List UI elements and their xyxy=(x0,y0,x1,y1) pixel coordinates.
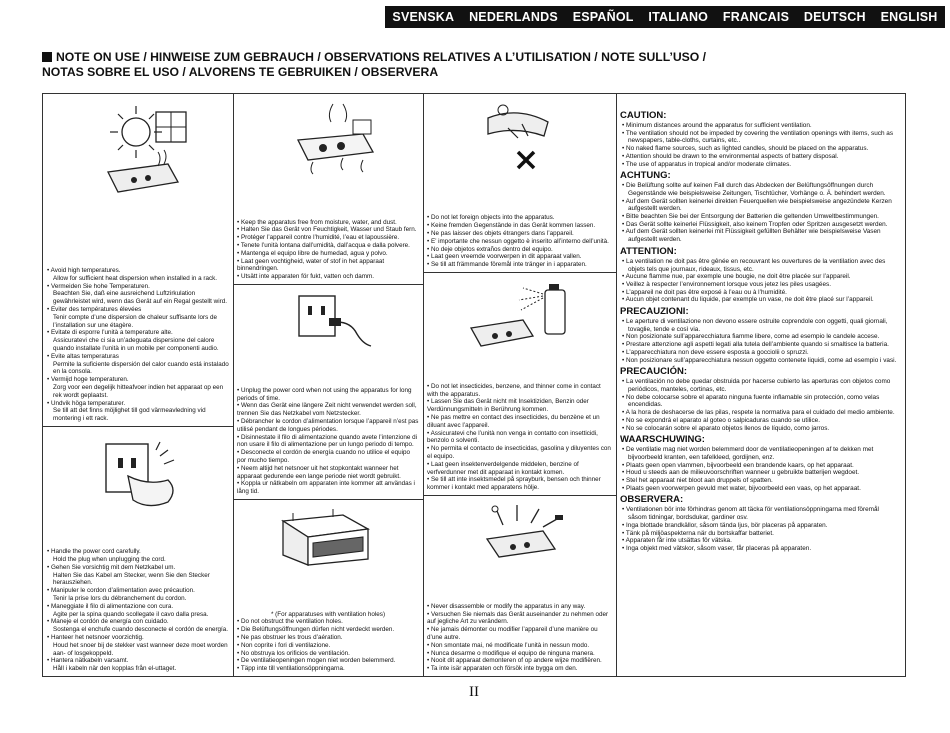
caution-fr xyxy=(620,246,899,304)
note-item: • Die Belüftungsöffnungen dürfen nicht verdeckt werden. xyxy=(237,626,419,634)
lang-deutsch: DEUTSCH xyxy=(803,10,866,24)
note-item: • Le aperture di ventilazione non devono essere ostruite coprendole con oggetti, quali giornali, tovaglie, tende e così via. xyxy=(620,318,899,333)
disassemble-text xyxy=(427,603,612,673)
section-heading xyxy=(42,50,922,80)
note-item: • Mantenga el equipo libre de humedad, agua y polvo. xyxy=(237,250,419,258)
note-item: • Koppla ur nätkabeln om apparaten inte kommer att användas i lång tid. xyxy=(237,480,419,496)
cell-foreign xyxy=(423,94,616,273)
note-item: • Protéger l’appareil contre l’humidité, l’eau et lapoussière. xyxy=(237,234,419,242)
moisture-drops-icon xyxy=(283,100,383,185)
note-item: • Keine fremden Gegenstände in das Gerät kommen lassen. xyxy=(427,222,612,230)
note-item: • L’apparecchiatura non deve essere esposta a gocciolii o spruzzi. xyxy=(620,349,899,357)
note-item: • Halten Sie das Gerät von Feuchtigkeit, Wasser und Staub fern. xyxy=(237,226,419,234)
section-title: OBSERVERA: xyxy=(620,494,684,506)
note-item: • Utsätt inte apparaten för fukt, vatten och damm. xyxy=(237,273,419,281)
section-title: CAUTION: xyxy=(620,110,667,121)
note-item: • Plaats geen voorwerpen gevuld met water, bijvoorbeeld een vaas, op het apparaat. xyxy=(620,485,899,493)
note-item: • Inga blottade brandkällor, såsom tända ljus, bör placeras på apparaten. xyxy=(620,522,899,530)
wall-outlet-icon xyxy=(293,292,373,352)
heading-line-2: NOTAS SOBRE EL USO / ALVORENS TE GEBRUIKEN / OBSERVERA xyxy=(42,65,439,79)
note-item: • A la hora de deshacerse de las pilas, respete la normativa para el cuidado del medio ambiente. xyxy=(620,409,899,417)
note-item: • Versuchen Sie niemals das Gerät auseinander zu nehmen oder auf jegliche Art zu verändern. xyxy=(427,611,612,627)
note-item: • Houd u steeds aan de milieuvoorschriften wanneer u gebruikte batterijen wegdoet. xyxy=(620,469,899,477)
heat-sun-icon xyxy=(98,102,198,212)
lang-svenska: SVENSKA xyxy=(392,10,455,24)
note-item: Sostenga el enchufe cuando desconecte el cordón de energía. xyxy=(53,626,229,634)
caution-it xyxy=(620,306,899,364)
note-item: • Aucune flamme nue, par exemple une bougie, ne doit être placée sur l’appareil. xyxy=(620,273,899,281)
note-item: • Die Belüftung sollte auf keinen Fall durch das Abdecken der Belüftungsöffnungen durch Gegenstände wie beispielsweise Zeitungen, Tischtücher, Vorhänge o. Ä. behindert werden. xyxy=(620,182,899,197)
note-item: • Auf dem Gerät sollten keinerlei mit Flüssigkeit gefüllten Behälter wie beispielsweise Vasen aufgestellt werden. xyxy=(620,228,899,243)
note-item: • Apparaten får inte utsättas för vätska. xyxy=(620,537,899,545)
cell-insecticide xyxy=(423,272,616,496)
note-item: • Unplug the power cord when not using the apparatus for long periods of time. xyxy=(237,387,419,403)
insecticide-text xyxy=(427,383,612,492)
note-item: Halten Sie das Kabel am Stecker, wenn Sie den Stecker herausziehen. xyxy=(53,571,210,587)
column-2 xyxy=(233,94,424,676)
note-item: Assicuratevi che ci sia un’adeguata dispersione del calore quando installate l’unità in un mobile per componenti audio. xyxy=(53,337,219,353)
note-item: • Tenete l’unità lontana dall’umidità, dall’acqua e dalla polvere. xyxy=(237,242,419,250)
note-item: • Never disassemble or modify the apparatus in any way. xyxy=(427,603,612,611)
note-item: • Lassen Sie das Gerät nicht mit Insektiziden, Benzin oder Verdünnungsmitteln in Berührung kommen. xyxy=(427,398,612,414)
heat-text xyxy=(47,267,229,423)
note-item: • Bitte beachten Sie bei der Entsorgung der Batterien die geltenden Umweltbestimmungen. xyxy=(620,213,899,221)
note-item: • Wenn das Gerät eine längere Zeit nicht verwendet werden soll, trennen Sie das Netzkabel vom Netzstecker. xyxy=(237,402,419,418)
page-number: II xyxy=(469,684,479,700)
moisture-text xyxy=(237,219,419,281)
foreign-text xyxy=(427,214,612,269)
notes-table xyxy=(42,93,906,677)
note-item: • Gehen Sie vorsichtig mit dem Netzkabel um. xyxy=(47,564,229,572)
note-item: • De ventilatie mag niet worden belemmerd door de ventilatieopeningen af te dekken met bijvoorbeeld kranten, een tafelkleed, gordijnen, enz. xyxy=(620,446,899,461)
note-item: • Vermijd hoge temperaturen. xyxy=(47,376,229,384)
hand-plug-icon xyxy=(98,436,188,521)
note-item: Hold the plug when unplugging the cord. xyxy=(53,556,166,564)
section-title: ATTENTION: xyxy=(620,245,677,257)
caution-sv xyxy=(620,494,899,552)
cell-moisture xyxy=(233,94,423,285)
note-item: • Eviter des températures élevées xyxy=(47,306,229,314)
cell-heat xyxy=(43,94,233,427)
note-item: • Non coprite i fori di ventilazione. xyxy=(237,642,419,650)
note-item: • Desconecte el cordón de energía cuando no utilice el equipo por mucho tiempo. xyxy=(237,449,419,465)
note-item: • The ventilation should not be impeded by covering the ventilation openings with items, such as newspapers, table-cloths, curtains, etc.. xyxy=(620,130,899,145)
foreign-objects-icon xyxy=(468,100,578,180)
note-item: • No obstruya los orificios de ventilación. xyxy=(237,650,419,658)
note-item: • Assicuratevi che l’unità non venga in contatto con insetticidi, benzolo o solventi. xyxy=(427,430,612,446)
note-item: • Ventilationen bör inte förhindras genom att täcka för ventilationsöppningarna med föremål såsom tidningar, bordsdukar, gardiner osv. xyxy=(620,506,899,521)
note-item: • Aucun objet contenant du liquide, par exemple un vase, ne doit être placé sur l’appareil. xyxy=(620,296,899,304)
note-item: • No se expondrá el aparato al goteo o salpicaduras cuando se utilice. xyxy=(620,417,899,425)
note-item: • Attention should be drawn to the environmental aspects of battery disposal. xyxy=(620,153,899,161)
note-item: Tenir la prise lors du débranchement du cordon. xyxy=(53,595,187,603)
column-1 xyxy=(43,94,234,676)
caution-nl xyxy=(620,434,899,492)
note-item: • Auf dem Gerät sollten keinerlei direkten Feuerquellen wie beispielsweise angezündete Kerzen aufgestellt werden. xyxy=(620,198,899,213)
cell-unplug xyxy=(233,284,423,500)
note-item: • No deje objetos extraños dentro del equipo. xyxy=(427,246,612,254)
note-item: • La ventilation ne doit pas être gênée en recouvrant les ouvertures de la ventilation avec des objets tels que journaux, rideaux, tissus, etc. xyxy=(620,258,899,273)
note-item: • Minimum distances around the apparatus for sufficient ventilation. xyxy=(620,122,899,130)
note-item: • Ne pas laisser des objets étrangers dans l’appareil. xyxy=(427,230,612,238)
note-item: • Ne pas obstruer les trous d’aération. xyxy=(237,634,419,642)
note-item: • Non posizionare sull’apparecchiatura nessun oggetto contenete liquidi, come ad esempio i vasi. xyxy=(620,357,899,365)
note-item: • Do not let foreign objects into the apparatus. xyxy=(427,214,612,222)
lang-espanol: ESPAÑOL xyxy=(572,10,634,24)
note-item: Beachten Sie, daß eine ausreichend Luftzirkulation gewährleistet wird, wenn das Gerät auf ein Regal gestellt wird. xyxy=(53,290,227,306)
unplug-text xyxy=(237,387,419,496)
ventilation-cabinet-icon xyxy=(273,507,383,572)
column-3 xyxy=(423,94,617,676)
note-item: • Plaats geen open vlammen, bijvoorbeeld een brandende kaars, op het apparaat. xyxy=(620,462,899,470)
caution-en xyxy=(620,110,899,168)
cell-cord-handle xyxy=(43,426,233,676)
note-item: Allow for sufficient heat dispersion when installed in a rack. xyxy=(53,274,218,282)
note-item: Agite per la spina quando scollegate il cavo dalla presa. xyxy=(53,610,209,618)
note-item: • Hantera nätkabeln varsamt. xyxy=(47,657,229,665)
note-item: • Non posizionate sull’apparecchiatura fiamme libere, come ad esempio le candele accese. xyxy=(620,333,899,341)
note-item: • Maneje el cordón de energía con cuidado. xyxy=(47,618,229,626)
note-item: • L’appareil ne doit pas être exposé à l’eau ou à l’humidité. xyxy=(620,289,899,297)
note-item: Permite la suficiente dispersión del calor cuando está instalado en la consola. xyxy=(53,360,229,376)
note-item: • Stel het apparaat niet bloot aan druppels of spatten. xyxy=(620,477,899,485)
note-item: • Handle the power cord carefully. xyxy=(47,548,229,556)
note-item: • No debe colocarse sobre el aparato ninguna fuente inflamable sin protección, como velas encendidas. xyxy=(620,394,899,409)
note-item: • Prestare attenzione agli aspetti legati alla tutela dell’ambiente quando si smaltisce la batteria. xyxy=(620,341,899,349)
cell-vents xyxy=(233,499,423,676)
caution-es xyxy=(620,366,899,432)
note-item: • Se till att främmande föremål inte tränger in i apparaten. xyxy=(427,261,612,269)
section-title: WAARSCHUWING: xyxy=(620,434,705,446)
square-bullet-icon xyxy=(42,52,52,62)
note-item: * (For apparatuses with ventilation holes) xyxy=(270,610,386,618)
note-item: • Se till att inte insektsmedel på sprayburk, bensen och thinner kommer i kontakt med apparatens hölje. xyxy=(427,476,612,492)
note-item: • Manipuler le cordon d’alimentation avec précaution. xyxy=(47,587,229,595)
note-item: • No permita el contacto de insecticidas, gasolina y diluyentes con el equipo. xyxy=(427,445,612,461)
note-item: • Veillez à respecter l’environnement lorsque vous jetez les piles usagées. xyxy=(620,281,899,289)
note-item: Zorg voor een degelijk hitteafvoer indien het apparaat op een rek wordt geplaatst. xyxy=(53,384,224,399)
note-item: • Laat geen vochtigheid, water of stof in het apparaat binnendringen. xyxy=(237,258,419,274)
caution-column xyxy=(616,94,905,676)
note-item: • Ne jamais démonter ou modifier l’appareil d’une manière ou d’une autre. xyxy=(427,626,612,642)
note-item: • De ventilatieopeningen mogen niet worden belemmerd. xyxy=(237,657,419,665)
note-item: • Hanteer het netsnoer voorzichtig. xyxy=(47,634,229,642)
note-item: Tenir compte d’une dispersion de chaleur suffisante lors de l’installation sur une étagère. xyxy=(53,313,218,329)
note-item: • Non smontate mai, né modificate l’unità in nessun modo. xyxy=(427,642,612,650)
note-item: • Inga objekt med vätskor, såsom vaser, får placeras på apparaten. xyxy=(620,545,899,553)
note-item: • Tänk på miljöaspekterna när du bortskaffar batteriet. xyxy=(620,530,899,538)
note-item: • E’ importante che nessun oggetto è inserito all’interno dell’unità. xyxy=(427,238,612,246)
note-item: • La ventilación no debe quedar obstruida por hacerse cubierto las aperturas con objetos como periódicos, manteles, cortinas, etc. xyxy=(620,378,899,393)
note-item: • Täpp inte till ventilationsöppningarna. xyxy=(237,665,419,673)
note-item: • Nunca desarme o modifique el equipo de ninguna manera. xyxy=(427,650,612,658)
note-item: Se till att det finns möjlighet till god värmeavledning vid montering i ett rack. xyxy=(53,407,206,423)
note-item: • Laat geen insektenverdelgende middelen, benzine of verfverdunner met dit apparaat in kontakt komen. xyxy=(427,461,612,477)
note-item: Houd het snoer bij de stekker vast wanneer deze moet worden aan- of losgekoppeld. xyxy=(53,641,228,657)
note-item: • Undvik höga temperaturer. xyxy=(47,400,229,408)
note-item: • Keep the apparatus free from moisture, water, and dust. xyxy=(237,219,419,227)
note-item: • Avoid high temperatures. xyxy=(47,267,229,275)
note-item: • Disinnestate il filo di alimentazione quando avete l’intenzione di non usare il filo di alimentazione per un lungo periodo di tempo. xyxy=(237,434,419,450)
note-item: • No naked flame sources, such as lighted candles, should be placed on the apparatus. xyxy=(620,145,899,153)
caution-de xyxy=(620,170,899,244)
vents-text xyxy=(237,611,419,673)
note-item: Håll i kabeln när den kopplas från el-uttaget. xyxy=(53,665,177,673)
note-item: • Débrancher le cordon d’alimentation lorsque l’appareil n’est pas utilisé pendant de longues périodes. xyxy=(237,418,419,434)
note-item: • Ta inte isär apparaten och försök inte bygga om den. xyxy=(427,665,612,673)
lang-francais: FRANCAIS xyxy=(722,10,790,24)
spray-can-icon xyxy=(463,280,583,360)
note-item: • Neem altijd het netsnoer uit het stopkontakt wanneer het apparaat gedurende een lange periode niet wordt gebruikt. xyxy=(237,465,419,481)
lang-nederlands: NEDERLANDS xyxy=(469,10,558,24)
note-item: • Do not let insecticides, benzene, and thinner come in contact with the apparatus. xyxy=(427,383,612,399)
section-title: PRECAUCIÓN: xyxy=(620,366,688,378)
note-item: • Vermeiden Sie hohe Temperaturen. xyxy=(47,283,229,291)
note-item: • Ne pas mettre en contact des insecticides, du benzène et un diluant avec l’appareil. xyxy=(427,414,612,430)
heading-line-1: NOTE ON USE / HINWEISE ZUM GEBRAUCH / OBSERVATIONS RELATIVES A L’UTILISATION / NOTE SULL’USO / xyxy=(56,50,707,64)
lang-english: ENGLISH xyxy=(880,10,938,24)
section-title: ACHTUNG: xyxy=(620,170,671,182)
language-bar xyxy=(385,6,945,28)
note-item: • Evitate di esporre l’unità a temperature alte. xyxy=(47,329,229,337)
note-item: • Maneggiate il filo di alimentazione con cura. xyxy=(47,603,229,611)
cord-handle-text xyxy=(47,548,229,673)
note-item: • Evite altas temperaturas xyxy=(47,353,229,361)
lang-italiano: ITALIANO xyxy=(648,10,709,24)
note-item: • Do not obstruct the ventilation holes. xyxy=(237,618,419,626)
note-item: • Nooit dit apparaat demonteren of op andere wijze modifiëren. xyxy=(427,657,612,665)
note-item: • Das Gerät sollte keinerlei Flüssigkeit, also keinem Tropfen oder Spritzen ausgesetzt werden. xyxy=(620,221,899,229)
note-item: • The use of apparatus in tropical and/or moderate climates. xyxy=(620,161,899,169)
cell-disassemble xyxy=(423,495,616,676)
note-item: • Laat geen vreemde voorwerpen in dit apparaat vallen. xyxy=(427,253,612,261)
note-item: • No se colocarán sobre el aparato objetos llenos de líquido, como jarros. xyxy=(620,425,899,433)
disassembled-unit-icon xyxy=(473,501,573,571)
section-title: PRECAUZIONI: xyxy=(620,306,689,318)
